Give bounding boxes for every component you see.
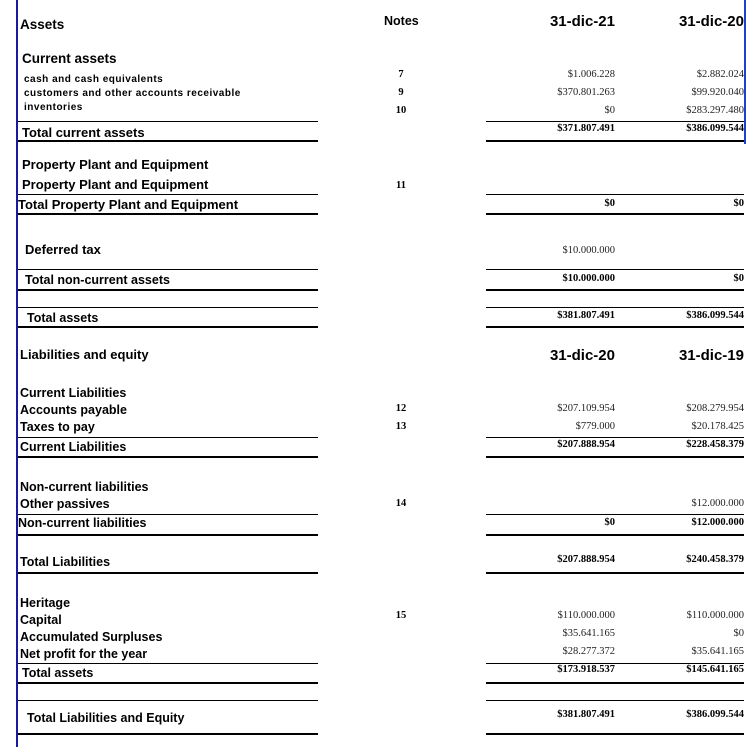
divider — [486, 700, 744, 701]
left-border-line — [16, 0, 18, 747]
divider — [18, 663, 318, 664]
cl-row-v2: $208.279.954 — [686, 403, 744, 414]
total-non-current-liabilities-label: Non-current liabilities — [18, 516, 147, 530]
divider — [486, 121, 744, 122]
divider — [486, 213, 744, 215]
divider — [486, 572, 744, 574]
ca-row-note: 10 — [395, 105, 407, 116]
divider — [18, 140, 318, 142]
equity-row-v1: $35.641.165 — [562, 628, 615, 639]
total-assets-v2: $386.099.544 — [686, 310, 744, 321]
equity-row-v2: $110.000.000 — [686, 610, 744, 621]
total-assets-v1: $381.807.491 — [557, 310, 615, 321]
total-equity-v2: $145.641.165 — [686, 664, 744, 675]
divider — [486, 437, 744, 438]
divider — [486, 456, 744, 458]
ppe-row-note: 11 — [396, 180, 406, 191]
total-liabilities-v2: $240.458.379 — [686, 554, 744, 565]
deferred-tax-v1: $10.000.000 — [562, 245, 615, 256]
ncl-row-v2: $12.000.000 — [691, 498, 744, 509]
ppe-row-label: Property Plant and Equipment — [22, 177, 209, 192]
divider — [486, 514, 744, 515]
ca-row-note: 7 — [398, 69, 404, 80]
cl-row-v1: $207.109.954 — [557, 403, 615, 414]
divider — [18, 514, 318, 515]
total-non-current-assets-v2: $0 — [733, 273, 744, 284]
cl-row-v2: $20.178.425 — [691, 421, 744, 432]
divider — [18, 326, 318, 328]
divider — [486, 326, 744, 328]
divider — [486, 289, 744, 291]
divider — [18, 534, 318, 536]
cl-row-note: 13 — [395, 421, 407, 432]
divider — [18, 572, 318, 574]
total-ppe-label: Total Property Plant and Equipment — [18, 197, 239, 212]
total-non-current-liabilities-v2: $12.000.000 — [691, 517, 744, 528]
ca-row-v2: $2.882.024 — [696, 69, 744, 80]
col2-date-header: 31-dic-20 — [678, 13, 744, 30]
total-assets-label: Total assets — [27, 311, 99, 325]
total-liabilities-v1: $207.888.954 — [557, 554, 615, 565]
total-equity-label: Total assets — [22, 666, 94, 680]
ncl-row-label: Other passives — [20, 497, 110, 511]
equity-row-label: Net profit for the year — [20, 647, 148, 661]
equity-row-note: 15 — [395, 610, 407, 621]
ca-row-v1: $0 — [604, 105, 615, 116]
total-current-assets-label: Total current assets — [22, 125, 145, 140]
divider — [486, 269, 744, 270]
divider — [18, 269, 318, 270]
total-liabilities-equity-v2: $386.099.544 — [686, 709, 744, 720]
divider — [18, 307, 318, 308]
equity-row-label: Accumulated Surpluses — [20, 630, 163, 644]
equity-row-v1: $110.000.000 — [557, 610, 615, 621]
total-liabilities-equity-v1: $381.807.491 — [557, 709, 615, 720]
ncl-row-note: 14 — [395, 498, 407, 509]
cl-row-note: 12 — [395, 403, 407, 414]
total-ppe-v2: $0 — [733, 198, 744, 209]
total-liabilities-equity-label: Total Liabilities and Equity — [27, 711, 185, 725]
assets-header: Assets — [20, 17, 65, 32]
heritage-title: Heritage — [20, 596, 71, 610]
current-assets-title: Current assets — [22, 51, 117, 66]
equity-row-v1: $28.277.372 — [562, 646, 615, 657]
total-ppe-v1: $0 — [604, 198, 615, 209]
liab-col2-date-header: 31-dic-19 — [678, 347, 744, 364]
total-non-current-liabilities-v1: $0 — [604, 517, 615, 528]
divider — [486, 140, 744, 142]
ca-row-note: 9 — [398, 87, 404, 98]
total-non-current-assets-v1: $10.000.000 — [562, 273, 615, 284]
total-equity-v1: $173.918.537 — [557, 664, 615, 675]
divider — [486, 194, 744, 195]
ppe-title: Property Plant and Equipment — [22, 157, 209, 172]
cl-row-label: Accounts payable — [20, 403, 127, 417]
liabilities-equity-header: Liabilities and equity — [20, 347, 149, 362]
ca-row-v2: $283.297.480 — [686, 105, 744, 116]
right-border-line — [744, 0, 746, 144]
divider — [18, 121, 318, 122]
divider — [486, 307, 744, 308]
current-liabilities-title: Current Liabilities — [20, 386, 127, 400]
divider — [18, 700, 318, 701]
total-current-liabilities-v1: $207.888.954 — [557, 439, 615, 450]
total-current-liabilities-label: Current Liabilities — [20, 440, 127, 454]
ca-row-label: customers and other accounts receivable — [24, 88, 241, 99]
cl-row-label: Taxes to pay — [20, 420, 95, 434]
equity-row-label: Capital — [20, 613, 62, 627]
divider — [18, 733, 318, 735]
cl-row-v1: $779.000 — [575, 421, 615, 432]
deferred-tax-label: Deferred tax — [25, 242, 101, 257]
total-current-assets-v1: $371.807.491 — [557, 123, 615, 134]
ca-row-label: cash and cash equivalents — [24, 74, 164, 85]
ca-row-label: inventories — [24, 102, 83, 113]
divider — [486, 534, 744, 536]
ca-row-v2: $99.920.040 — [691, 87, 744, 98]
divider — [18, 289, 318, 291]
divider — [18, 194, 318, 195]
equity-row-v2: $0 — [733, 628, 744, 639]
total-current-liabilities-v2: $228.458.379 — [686, 439, 744, 450]
divider — [18, 682, 318, 684]
divider — [18, 456, 318, 458]
non-current-liabilities-title: Non-current liabilities — [20, 480, 149, 494]
divider — [18, 437, 318, 438]
liab-col1-date-header: 31-dic-20 — [549, 347, 615, 364]
ca-row-v1: $1.006.228 — [567, 69, 615, 80]
total-liabilities-label: Total Liabilities — [20, 555, 111, 569]
divider — [486, 733, 744, 735]
notes-header: Notes — [384, 14, 419, 28]
divider — [18, 213, 318, 215]
equity-row-v2: $35.641.165 — [691, 646, 744, 657]
divider — [486, 682, 744, 684]
total-current-assets-v2: $386.099.544 — [686, 123, 744, 134]
ca-row-v1: $370.801.263 — [557, 87, 615, 98]
col1-date-header: 31-dic-21 — [549, 13, 615, 30]
total-non-current-assets-label: Total non-current assets — [25, 273, 170, 287]
